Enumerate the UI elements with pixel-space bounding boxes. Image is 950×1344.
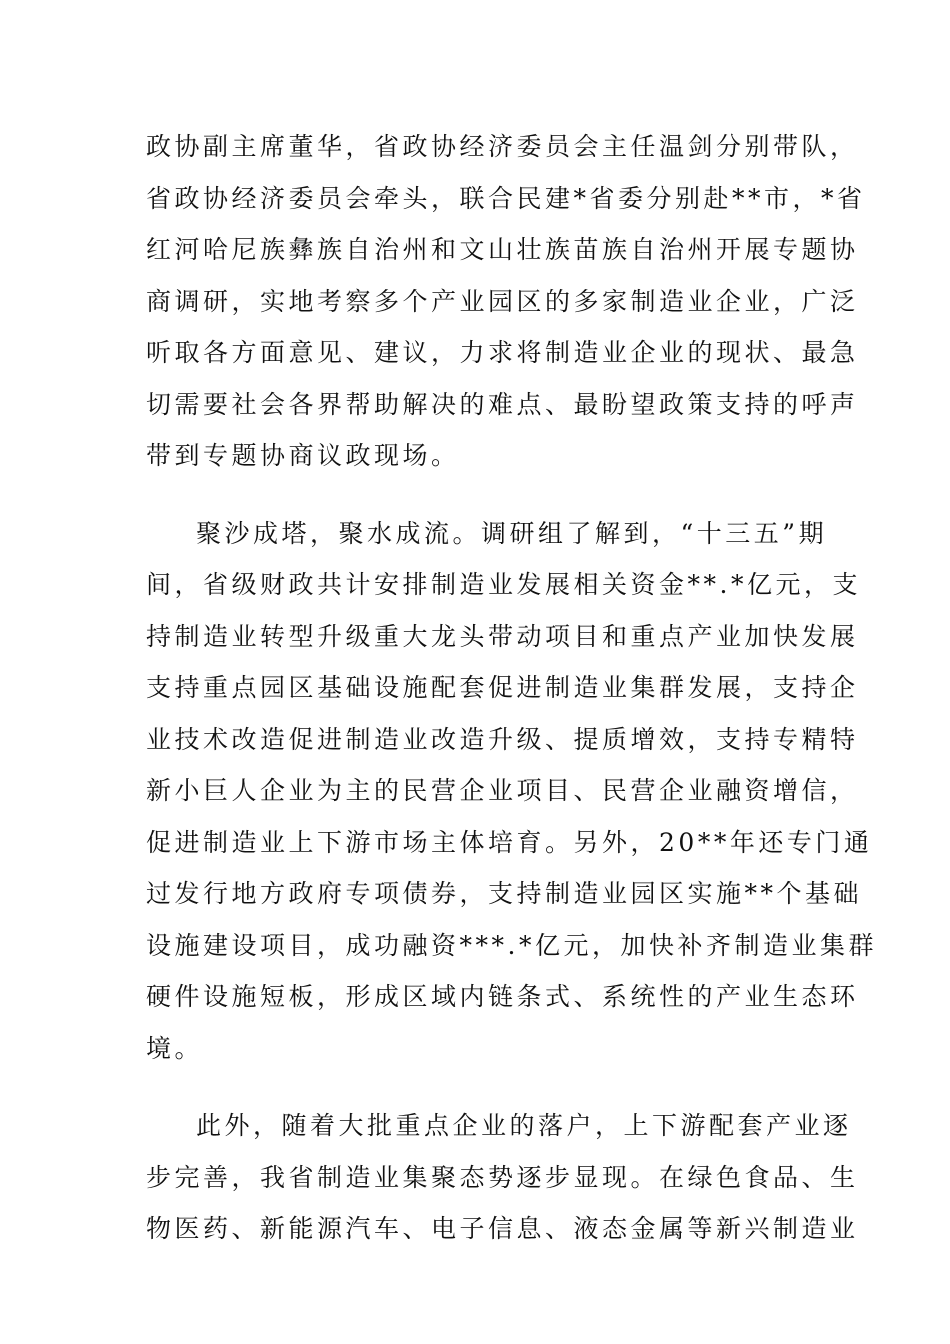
text-line: 听取各方面意见、建议，力求将制造业企业的现状、最急 (146, 338, 859, 367)
text-line: 间，省级财政共计安排制造业发展相关资金**.*亿元，支 (146, 570, 861, 599)
text-line: 硬件设施短板，形成区域内链条式、系统性的产业生态环 (146, 982, 859, 1011)
text-line: 商调研，实地考察多个产业园区的多家制造业企业，广泛 (146, 286, 859, 316)
paragraph-3 (146, 1106, 859, 1261)
text-line: 聚沙成塔，聚水成流。调研组了解到，“十三五”期 (196, 518, 828, 548)
document-body (146, 127, 877, 1261)
text-line: 支持重点园区基础设施配套促进制造业集群发展，支持企 (146, 673, 859, 702)
text-line: 境。 (146, 1033, 204, 1063)
text-line: 省政协经济委员会牵头，联合民建*省委分别赴**市，*省 (146, 183, 866, 213)
text-line: 业技术改造促进制造业改造升级、提质增效，支持专精特 (146, 724, 859, 754)
paragraph-spacer (146, 1080, 806, 1106)
text-line: 此外，随着大批重点企业的落户，上下游配套产业逐 (196, 1111, 852, 1140)
paragraph-2 (146, 514, 877, 1081)
text-line: 过发行地方政府专项债券，支持制造业园区实施**个基础 (146, 879, 863, 908)
text-line: 带到专题协商议政现场。 (146, 441, 460, 470)
text-line: 新小巨人企业为主的民营企业项目、民营企业融资增信， (146, 776, 859, 805)
text-line: 步完善，我省制造业集聚态势逐步显现。在绿色食品、生 (146, 1162, 859, 1192)
text-line: 设施建设项目，成功融资***.*亿元，加快补齐制造业集群 (146, 930, 877, 960)
text-line: 切需要社会各界帮助解决的难点、最盼望政策支持的呼声 (146, 389, 859, 419)
paragraph-1 (146, 127, 866, 488)
text-line: 红河哈尼族彝族自治州和文山壮族苗族自治州开展专题协 (146, 235, 859, 264)
text-line: 政协副主席董华，省政协经济委员会主任温剑分别带队， (146, 132, 859, 161)
text-line: 物医药、新能源汽车、电子信息、液态金属等新兴制造业 (146, 1214, 859, 1243)
text-line: 持制造业转型升级重大龙头带动项目和重点产业加快发展 (146, 621, 859, 651)
text-line: 促进制造业上下游市场主体培育。另外，20**年还专门通 (146, 827, 873, 857)
paragraph-spacer (146, 488, 806, 514)
